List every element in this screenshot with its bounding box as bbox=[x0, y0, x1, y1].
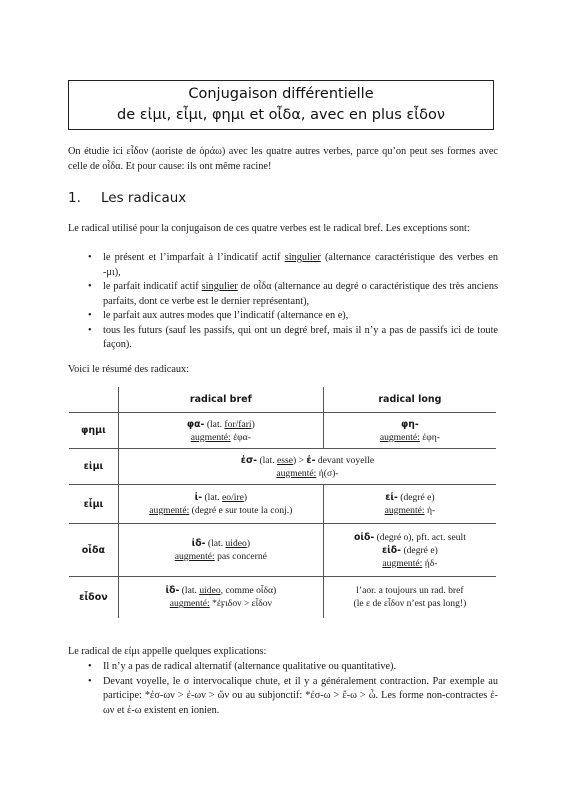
list-item: • tous les futurs (sauf les passifs, qui ont un degré bref, mais il n’y a pas de passifs ici de toute façon). bbox=[88, 324, 498, 350]
resume-line: Voici le résumé des radicaux: bbox=[68, 364, 190, 375]
title-line-1: Conjugaison différentielle bbox=[188, 86, 374, 102]
section-number: 1. bbox=[68, 190, 81, 206]
table-row bbox=[69, 485, 496, 524]
bref-cell: ἰδ- (lat. uideo) augmenté: pas concerné bbox=[118, 524, 323, 577]
bullet-icon: • bbox=[88, 675, 92, 687]
table-row bbox=[69, 524, 496, 577]
verb-cell: εἶμι bbox=[69, 485, 118, 524]
bullet-icon: • bbox=[88, 252, 92, 263]
table-header-long: radical long bbox=[323, 387, 496, 413]
list-item: • Il n’y a pas de radical alternatif (alternance qualitative ou quantitative). bbox=[68, 660, 498, 675]
verb-cell: εἶδον bbox=[69, 577, 118, 618]
explanations-list bbox=[68, 660, 498, 718]
exceptions-list bbox=[68, 251, 498, 353]
bref-cell: φα- (lat. for/fari) augmenté: ἐφα- bbox=[118, 413, 323, 449]
verb-cell: φημι bbox=[69, 413, 118, 449]
verb-cell: οἶδα bbox=[69, 524, 118, 577]
long-cell: φη- augmenté: ἐφη- bbox=[323, 413, 496, 449]
radicals-table bbox=[69, 387, 496, 618]
table-header-empty bbox=[69, 387, 118, 413]
table-row bbox=[69, 413, 496, 449]
table-row bbox=[69, 449, 496, 485]
intro-paragraph: On étudie ici εἶδον (aoriste de ὁράω) avec les quatre autres verbes, parce qu’on peut ses formes avec celle de οἶδα. Et pour cause: ils ont même racine! bbox=[68, 146, 498, 172]
section-title: Les radicaux bbox=[101, 190, 187, 206]
bullet-icon: • bbox=[88, 661, 92, 672]
bullet-icon: • bbox=[88, 324, 92, 336]
table-header-bref: radical bref bbox=[118, 387, 323, 413]
list-item: • le présent et l’imparfait à l’indicatif actif singulier (alternance caractéristique des verbes en -μι), bbox=[88, 252, 498, 278]
bref-cell: ἰ- (lat. eo/ire) augmenté: (degré e sur toute la conj.) bbox=[118, 485, 323, 524]
list-item: • Devant voyelle, le σ intervocalique chute, et il y a généralement contraction. Par exemple au participe: *ἐσ-ων > ἐ-ων > ὤν ou au subjonctif: *ἐσ-ω > ἔ-ω > ὦ. Les forme non-contractes ἐ-ων et ἐ-ω existent en ionien. bbox=[88, 675, 498, 716]
long-cell: εἰ- (degré e) augmenté: ἠ- bbox=[323, 485, 496, 524]
explanations-intro: Le radical de εἰμι appelle quelques explications: bbox=[68, 646, 267, 657]
long-cell: l’aor. a toujours un rad. bref (le ε de εἶδον n’est pas long!) bbox=[323, 577, 496, 618]
bullet-icon: • bbox=[88, 310, 92, 321]
bref-cell: ἰδ- (lat. uideo, comme οἶδα) augmenté: *ἐϝιδον > εἶδον bbox=[118, 577, 323, 618]
table-header-row bbox=[69, 387, 496, 413]
merged-cell: ἐσ- (lat. esse) > ἐ- devant voyelle augmenté: ἠ(σ)- bbox=[118, 449, 496, 485]
radical-intro-paragraph: Le radical utilisé pour la conjugaison de ces quatre verbes est le radical bref. Les exceptions sont: bbox=[68, 223, 470, 234]
bullet-icon: • bbox=[88, 281, 92, 292]
list-item: • le parfait indicatif actif singulier de οἶδα (alternance au degré ο caractéristique des très anciens parfaits, dont ce verbe est le dernier représentant), bbox=[88, 281, 498, 307]
title-box bbox=[68, 80, 494, 130]
section-heading bbox=[68, 190, 186, 206]
long-cell: οἰδ- (degré o), pft. act. seult εἰδ- (degré e) augmenté: ᾐδ- bbox=[323, 524, 496, 577]
list-item: • le parfait aux autres modes que l’indicatif (alternance en e), bbox=[68, 309, 498, 324]
table-row bbox=[69, 577, 496, 618]
title-line-2: de εἰμι, εἶμι, φημι et οἶδα, avec en plus εἶδον bbox=[117, 107, 445, 123]
verb-cell: εἰμι bbox=[69, 449, 118, 485]
